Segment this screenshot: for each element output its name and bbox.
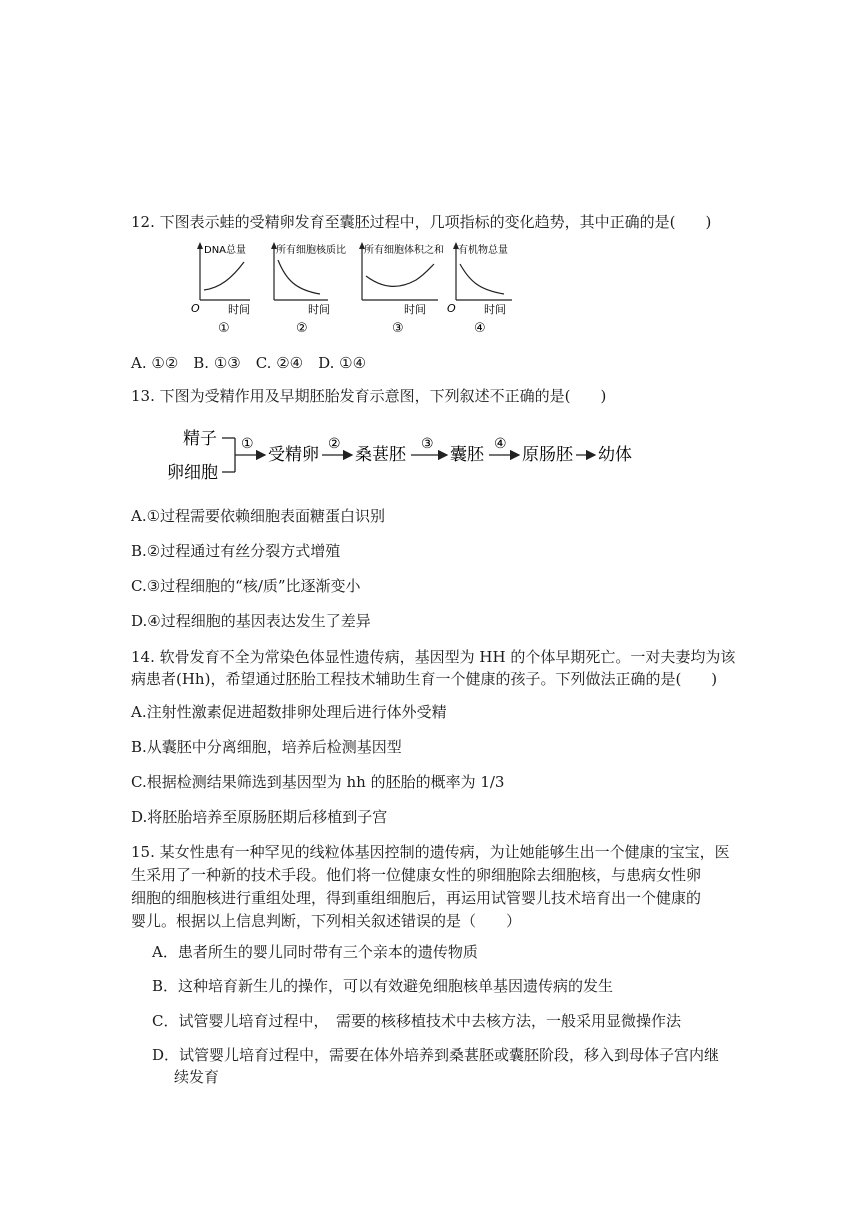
q12-chart-2 <box>266 238 356 342</box>
q14-option-d: D.将胚胎培养至原肠胚期后移植到子宫 <box>131 808 388 826</box>
svg-text:④: ④ <box>474 321 486 336</box>
svg-text:③: ③ <box>421 436 434 452</box>
svg-text:④: ④ <box>494 436 507 452</box>
flow-stage-blastocyst: 囊胚 <box>450 445 484 465</box>
q15-option-d-continuation: 续发育 <box>174 1068 220 1086</box>
q12-options: A. ①② B. ①③ C. ②④ D. ①④ <box>131 354 367 372</box>
svg-text:②: ② <box>328 436 341 452</box>
q15-stem-line-1: 15. 某女性患有一种罕见的线粒体基因控制的遗传病，为让她能够生出一个健康的宝宝，医 <box>131 843 730 861</box>
q12-chart-1 <box>186 238 256 342</box>
q15-option-c: C．试管婴儿培育过程中， 需要的核移植技术中去核方法，一般采用显微操作法 <box>152 1012 681 1030</box>
flow-input-egg: 卵细胞 <box>167 463 218 483</box>
flow-stage-morula: 桑葚胚 <box>355 445 406 465</box>
svg-text:①: ① <box>241 436 254 452</box>
svg-text:①: ① <box>218 321 230 336</box>
q13-option-a: A.①过程需要依赖细胞表面糖蛋白识别 <box>131 507 386 525</box>
flow-stage-gastrula: 原肠胚 <box>522 445 573 465</box>
q13-stem: 13. 下图为受精作用及早期胚胎发育示意图，下列叙述不正确的是( ) <box>131 387 607 405</box>
q15-option-d: D．试管婴儿培育过程中，需要在体外培养到桑葚胚或囊胚阶段，移入到母体子宫内继 <box>152 1046 720 1064</box>
svg-text:O: O <box>191 302 200 315</box>
q14-stem-line-2: 病患者(Hh)，希望通过胚胎工程技术辅助生育一个健康的孩子。下列做法正确的是( ) <box>131 670 718 688</box>
chart1-ylabel: DNA总量 <box>204 245 247 256</box>
flow-input-sperm: 精子 <box>183 429 217 449</box>
q15-option-a: A．患者所生的婴儿同时带有三个亲本的遗传物质 <box>152 943 478 961</box>
q15-stem-line-3: 细胞的细胞核进行重组处理，得到重组细胞后，再运用试管婴儿技术培育出一个健康的 <box>131 889 702 907</box>
q14-option-c: C.根据检测结果筛选到基因型为 hh 的胚胎的概率为 1/3 <box>131 773 505 791</box>
chart4-ylabel: 有机物总量 <box>458 245 508 256</box>
flow-stage-juvenile: 幼体 <box>598 445 632 465</box>
svg-text:②: ② <box>296 321 308 336</box>
svg-text:时间: 时间 <box>228 303 250 316</box>
chart3-ylabel: 所有细胞体积之和 <box>364 245 444 256</box>
q13-option-c: C.③过程细胞的“核/质”比逐渐变小 <box>131 577 361 595</box>
q15-stem-line-2: 生采用了一种新的技术手段。他们将一位健康女性的卵细胞除去细胞核，与患病女性卵 <box>131 866 702 884</box>
svg-text:时间: 时间 <box>308 303 330 316</box>
svg-text:O: O <box>447 302 456 315</box>
chart2-ylabel: 所有细胞核质比 <box>276 245 346 256</box>
svg-text:③: ③ <box>392 321 404 336</box>
q13-flow-diagram <box>165 420 645 490</box>
q13-option-b: B.②过程通过有丝分裂方式增殖 <box>131 542 341 560</box>
q14-stem-line-1: 14. 软骨发育不全为常染色体显性遗传病，基因型为 HH 的个体早期死亡。一对夫妻均为该 <box>131 648 736 666</box>
q13-option-d: D.④过程细胞的基因表达发生了差异 <box>131 612 371 630</box>
q14-option-b: B.从囊胚中分离细胞，培养后检测基因型 <box>131 738 402 756</box>
q15-stem-line-4: 婴儿。根据以上信息判断，下列相关叙述错误的是（ ） <box>131 912 522 930</box>
flow-stage-zygote: 受精卵 <box>268 445 319 465</box>
svg-text:时间: 时间 <box>484 303 506 316</box>
q14-option-a: A.注射性激素促进超数排卵处理后进行体外受精 <box>131 703 447 721</box>
q12-chart-4 <box>440 238 530 342</box>
q15-option-b: B．这种培育新生儿的操作，可以有效避免细胞核单基因遗传病的发生 <box>152 977 614 995</box>
q12-stem: 12. 下图表示蛙的受精卵发育至囊胚过程中，几项指标的变化趋势，其中正确的是( ) <box>131 213 712 231</box>
svg-text:时间: 时间 <box>404 303 426 316</box>
